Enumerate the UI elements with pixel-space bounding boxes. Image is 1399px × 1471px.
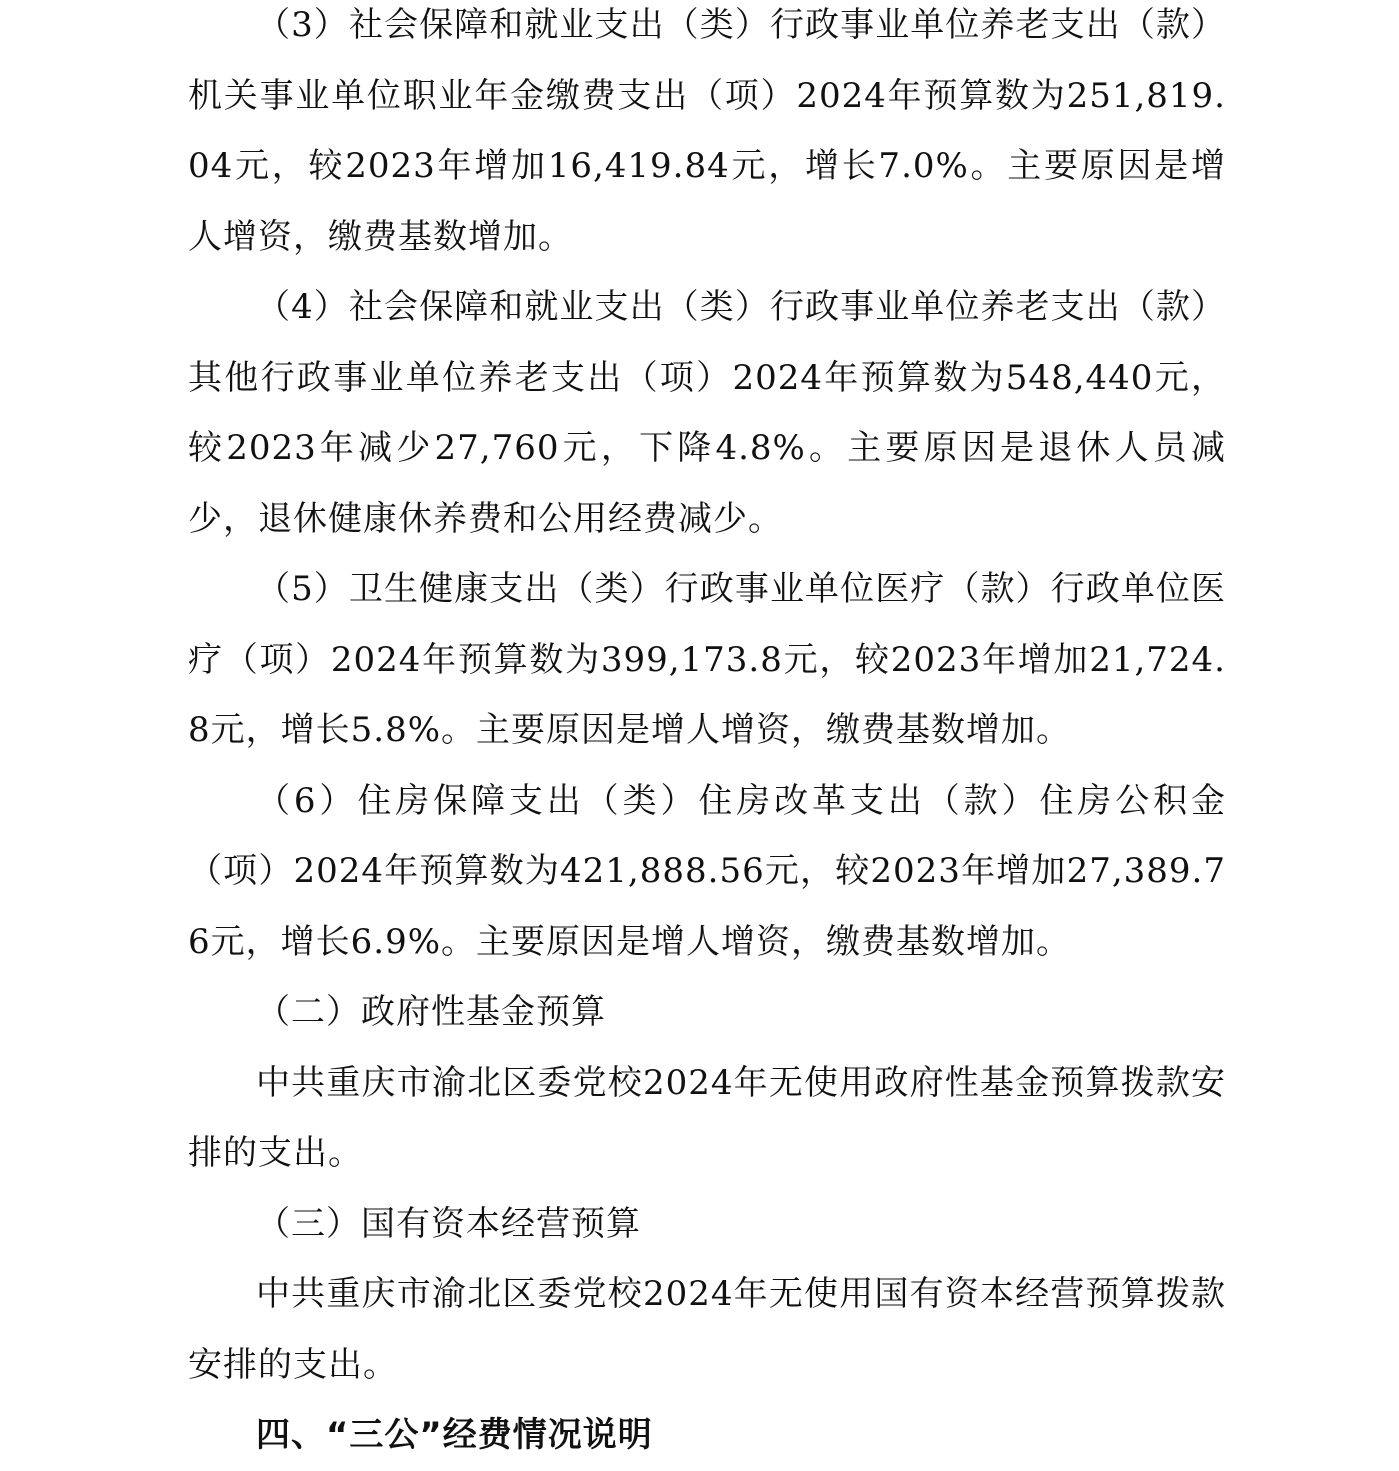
section-text-state-capital: 中共重庆市渝北区委党校2024年无使用国有资本经营预算拨款安排的支出。	[188, 1274, 1226, 1385]
paragraph-item-5: （5）卫生健康支出（类）行政事业单位医疗（款）行政单位医疗（项）2024年预算数为399,173.8元，较2023年增加21,724.8元，增长5.8%。主要原因是增人增资，缴费基数增加。	[188, 569, 1226, 750]
paragraph-item-3: （3）社会保障和就业支出（类）行政事业单位养老支出（款）机关事业单位职业年金缴费支出（项）2024年预算数为251,819.04元，较2023年增加16,419.84元，增长7.0%。主要原因是增人增资，缴费基数增加。	[188, 5, 1226, 257]
paragraph-item-6: （6）住房保障支出（类）住房改革支出（款）住房公积金（项）2024年预算数为421,888.56元，较2023年增加27,389.76元，增长6.9%。主要原因是增人增资，缴费基数增加。	[188, 780, 1226, 962]
paragraph-item-4: （4）社会保障和就业支出（类）行政事业单位养老支出（款）其他行政事业单位养老支出（项）2024年预算数为548,440元，较2023年减少27,760元，下降4.8%。主要原因是退休人员减少，退休健康休养费和公用经费减少。	[188, 287, 1226, 539]
section-text-government-fund: 中共重庆市渝北区委党校2024年无使用政府性基金预算拨款安排的支出。	[188, 1062, 1226, 1173]
section-heading-government-fund: （二）政府性基金预算	[256, 992, 606, 1032]
section-heading-state-capital: （三）国有资本经营预算	[256, 1203, 641, 1244]
document-page	[188, 0, 1226, 1471]
section-heading-three-public-expenses: 四、“三公”经费情况说明	[256, 1415, 653, 1455]
